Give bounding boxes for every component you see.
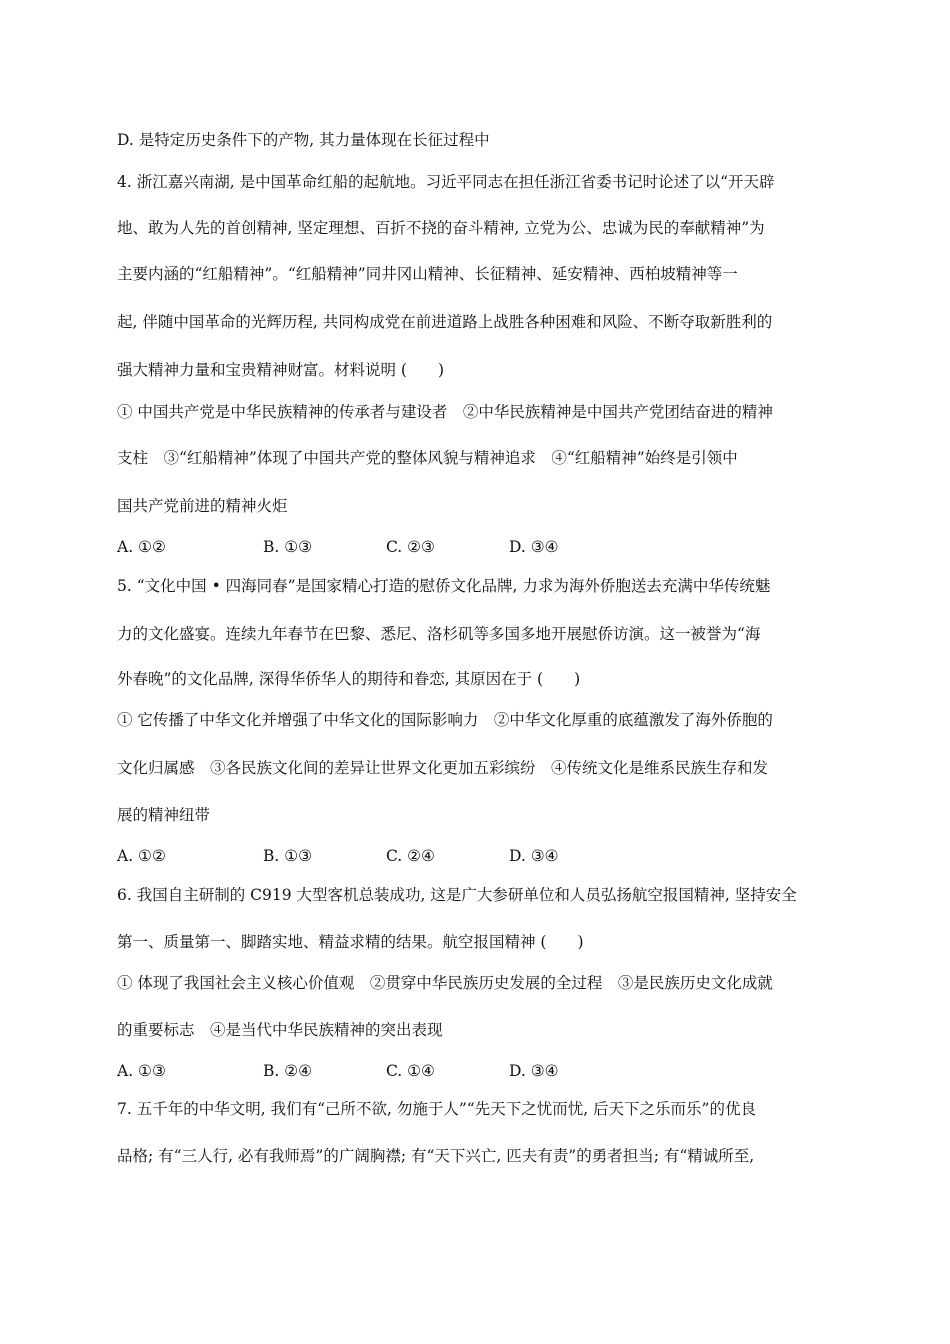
q4-stem-line-3: 主要内涵的“红船精神”。“红船精神”同井冈山精神、长征精神、延安精神、西柏坡精神等一 [117, 265, 738, 283]
q5-option-b: B. ①③ [263, 847, 313, 865]
q4-option-a: A. ①② [117, 538, 166, 556]
q5-statements-line-1: ① 它传播了中华文化并增强了中华文化的国际影响力 ②中华文化厚重的底蕴激发了海外侨胞的 [117, 711, 773, 729]
q4-option-d: D. ③④ [509, 538, 559, 556]
q4-stem-line-2: 地、敢为人先的首创精神, 坚定理想、百折不挠的奋斗精神, 立党为公、忠诚为民的奉献精神”为 [117, 219, 765, 237]
q6-statements-line-2: 的重要标志 ④是当代中华民族精神的突出表现 [117, 1021, 443, 1039]
q7-stem-line-2: 品格; 有“三人行, 必有我师焉”的广阔胸襟; 有“天下兴亡, 匹夫有责”的勇者担当; 有“精诚所至, [117, 1147, 755, 1165]
q6-statements-line-1: ① 体现了我国社会主义核心价值观 ②贯穿中华民族历史发展的全过程 ③是民族历史文化成就 [117, 974, 773, 992]
q5-option-a: A. ①② [117, 847, 166, 865]
q5-statements-line-3: 展的精神纽带 [117, 806, 211, 824]
q5-stem-line-3: 外春晚”的文化品牌, 深得华侨华人的期待和眷恋, 其原因在于 ( ) [117, 670, 581, 688]
q4-statements-line-3: 国共产党前进的精神火炬 [117, 497, 288, 515]
q4-option-b: B. ①③ [263, 538, 313, 556]
q3-option-d: D. 是特定历史条件下的产物, 其力量体现在长征过程中 [117, 131, 490, 149]
q4-stem-line-5: 强大精神力量和宝贵精神财富。材料说明 ( ) [117, 361, 445, 379]
q6-option-d: D. ③④ [509, 1062, 559, 1080]
q6-option-a: A. ①③ [117, 1062, 166, 1080]
q5-stem-line-1: 5. “文化中国 • 四海同春”是国家精心打造的慰侨文化品牌, 力求为海外侨胞送去充满中华传统魅 [117, 577, 771, 595]
q5-option-c: C. ②④ [386, 847, 435, 865]
q5-statements-line-2: 文化归属感 ③各民族文化间的差异让世界文化更加五彩缤纷 ④传统文化是维系民族生存和发 [117, 759, 769, 777]
q5-option-d: D. ③④ [509, 847, 559, 865]
q7-stem-line-1: 7. 五千年的中华文明, 我们有“己所不欲, 勿施于人”“先天下之忧而忧, 后天下之乐而乐”的优良 [117, 1100, 756, 1118]
q4-stem-line-1: 4. 浙江嘉兴南湖, 是中国革命红船的起航地。习近平同志在担任浙江省委书记时论述了以“开天辟 [117, 173, 775, 191]
q4-statements-line-2: 支柱 ③“红船精神”体现了中国共产党的整体风貌与精神追求 ④“红船精神”始终是引领中 [117, 449, 738, 467]
q6-option-c: C. ①④ [386, 1062, 435, 1080]
q6-stem-line-1: 6. 我国自主研制的 C919 大型客机总装成功, 这是广大参研单位和人员弘扬航空报国精神, 坚持安全 [117, 886, 797, 904]
q4-option-c: C. ②③ [386, 538, 435, 556]
q5-stem-line-2: 力的文化盛宴。连续九年春节在巴黎、悉尼、洛杉矶等多国多地开展慰侨访演。这一被誉为“海 [117, 625, 761, 643]
q6-stem-line-2: 第一、质量第一、脚踏实地、精益求精的结果。航空报国精神 ( ) [117, 933, 584, 951]
q6-option-b: B. ②④ [263, 1062, 313, 1080]
q4-stem-line-4: 起, 伴随中国革命的光辉历程, 共同构成党在前进道路上战胜各种困难和风险、不断夺取新胜利的 [117, 313, 773, 331]
q4-statements-line-1: ① 中国共产党是中华民族精神的传承者与建设者 ②中华民族精神是中国共产党团结奋进的精神 [117, 403, 773, 421]
